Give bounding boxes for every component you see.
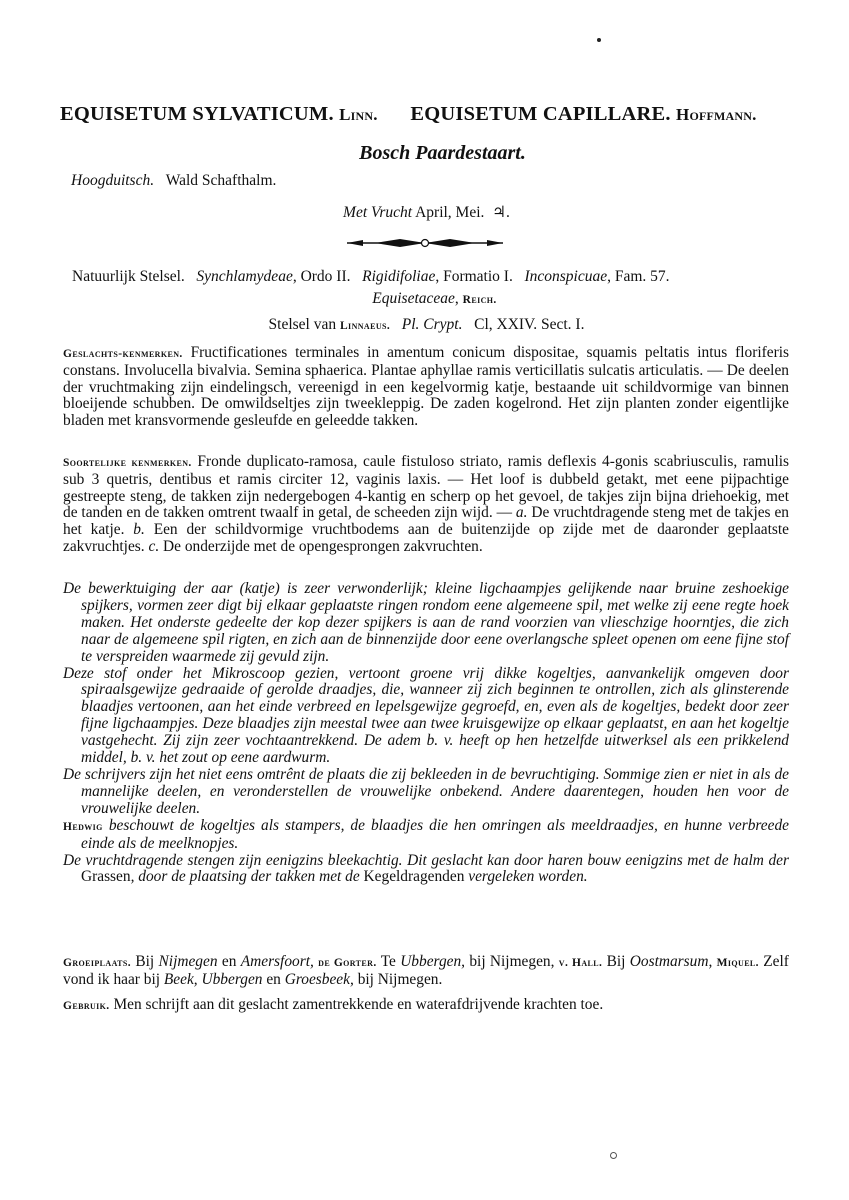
habitat-zelf: Zelf vond ik haar bij (63, 953, 789, 988)
habitat-en-2: en (266, 970, 281, 988)
perennial-symbol: ♃. (492, 204, 510, 221)
class-sect: Cl, XXIV. Sect. I. (474, 316, 585, 333)
habitat (63, 954, 789, 989)
ornament-divider-icon (345, 236, 505, 250)
title-left: EQUISETUM SYLVATICUM. (60, 103, 334, 125)
rigidifoliae: Rigidifoliae (362, 268, 436, 285)
author-gorter: de Gorter. (318, 957, 377, 969)
observation-5-mid: , door de plaatsing der takken met de (130, 868, 360, 886)
habitat-label: Groeiplaats. (63, 957, 132, 969)
genus-text: Fructificationes terminales in amentum conicum dispositae, squamis peltatis intus floriferis constans. Involucella bivalvia. Semina sphaerica. Plantae aphyllae ramis verticillatis sulcatis articulatis. — De deelen der vruchtmaking zijn eindelingsch, vereenigd in een kegelvormig katje, bestaande uit schildvormige van binnen bloeijende schubben. De omwildseltjes zijn tweekleppig. De zaden kogelrond. Het zijn planten zonder eigentlijke bladen met kransvormende gesleufde en geleedde takken. (63, 344, 789, 430)
page-speck-bottom (610, 1152, 617, 1159)
equisetaceae: Equisetaceae (372, 290, 455, 307)
kegeldragenden: Kegeldragenden (363, 868, 465, 886)
title-line (60, 103, 800, 126)
place-groesbeek: Groesbeek, (284, 970, 354, 988)
use-label: Gebruik. (63, 1000, 110, 1012)
species-label: Soortelijke kenmerken. (63, 457, 192, 469)
observation-5 (63, 853, 789, 887)
ordo: , Ordo II. (292, 268, 351, 285)
observation-1: De bewerktuiging der aar (katje) is zeer verwonderlijk; kleine ligchaampjes gelijkende naar bruine zeshoekige spijkers, vormen zeer digt bij elkaar geplaatste ringen rondom eene algemeene spil, met welke zij eene regte hoek maken. Het onderste gedeelte der kop dezer spijkers is aan de rand voorzien van vlieschzige hoorntjes, die zich naar de algemeene spil rigten, en zich aan de binnenzijde door eene overlangsche spleet openen om eene fijne stof te verspreiden waarmede zij gevuld zijn. (63, 580, 789, 665)
habitat-te: Te (380, 953, 396, 970)
use-text: Men schrijft aan dit geslacht zamentrekkende en waterafdrijvende krachten toe. (113, 996, 604, 1013)
place-amersfoort: Amersfoort, (240, 953, 314, 970)
inconspicuae: Inconspicuae (524, 268, 608, 285)
observation-3: De schrijvers zijn het niet eens omtrênt de plaats die zij bekleeden in de bevruchtiging. Sommige zien er niet in als de mannelijke deelen, en veronderstellen de vrouwelijke onbekend. Andere daarentegen, houden hen voor de vrouwelijke deelen. (63, 765, 789, 817)
pl-crypt: Pl. Crypt. (401, 316, 463, 333)
title-right: EQUISETUM CAPILLARE. (410, 103, 671, 125)
use (63, 997, 789, 1015)
natural-system-label: Natuurlijk Stelsel. (72, 268, 185, 285)
species-characters: Soortelijke kenmerken. Fronde duplicato-ramosa, caule fistuloso striato, ramis deflexis 4-gonis scabriusculis, ramulis sub 3 quetris, dentibus et ramis circiter 12, vaginis laxis. — Het loof is dubbeld getakt, met eene pijpachtige gestreepte steng, de takken zijn nedergebogen 4-kantig en scherp op het gevoel, de takjes zijn bijna driehoekig, met de tanden en de takken omtrent twaalf in getal, de scheeden zijn wijd. — a. De vruchtdragende steng met de takjes en het katje. b. Een der schildvormige vruchtbodems aan de buitenzijde op zijde met de daaronder geplaatste zakvruchtjes. c. De onderzijde met de opengesprongen zakvruchten. (63, 453, 789, 555)
fruit-label: Met Vrucht (343, 204, 413, 221)
synchlamydeae: Synchlamydeae (196, 268, 293, 285)
fig-a-letter: a. (515, 504, 528, 522)
author-miquel: Miquel. (716, 957, 759, 969)
author-hall: v. Hall. (558, 957, 603, 969)
observation-5-end: vergeleken worden. (468, 868, 588, 886)
species-text: Fronde duplicato-ramosa, caule fistuloso striato, ramis deflexis 4-gonis scabriusculis, ramulis sub 3 quetris, dentibus et ramis circiter 12, vaginis laxis. — Het loof is dubbeld getakt, met eene pijpachtige gestreepte steng, de takken zijn nedergebogen 4-kantig en scherp op het gevoel, de takjes zijn bijna driehoekig, met de tanden en de takken omtrent twaalf in getal, de scheeden zijn wijd. (63, 453, 789, 522)
observation-4-text: beschouwt de kogeltjes als stampers, de blaadjes die hen omringen als meeldraadjes, en hunne verbreede einde als de meelknopjes. (81, 816, 789, 852)
place-nijmegen: Nijmegen (158, 953, 218, 970)
habitat-bij: Bij (135, 953, 155, 970)
genus-label: Geslachts-kenmerken. (63, 348, 183, 360)
observation-2: Deze stof onder het Mikroscoop gezien, vertoont groene vrij dikke kogeltjes, aanvankelijk omgeven door spiraalsgewijze gedraaide of gerolde draadjes, die, wanneer zij zich beginnen te ontrollen, zich als glinsterende blaadjes vertoonen, aan het einde verbreed en lepelsgewijze gegroefd, en, even als de kogeltjes, bedekt door zeer fijne ligchaampjes. Deze blaadjes zijn meestal twee aan twee kruisgewijze op elkaar geplaatst, en aan het kogeltje vastgehecht. Zij zijn zeer vochtaantrekkend. De adem b. v. heeft op hen hetzelfde uitwerksel als een prikkelend middel, b. v. het zout op eene aardwurm. (63, 664, 789, 767)
formatio: , Formatio I. (435, 268, 513, 285)
german-label: Hoogduitsch. (71, 172, 155, 189)
observation-5-text: De vruchtdragende stengen zijn eenigzins bleekachtig. Dit geslacht kan door haren bouw eenigzins met de halm der (63, 851, 789, 869)
observations (63, 581, 789, 886)
habitat-en: en (221, 953, 237, 970)
place-beek: Beek, (163, 970, 198, 988)
place-ubbergen-2: Ubbergen (201, 970, 263, 988)
fig-a-text: De vruchtdragende steng met de takjes en het katje. (63, 504, 789, 539)
fruit-months: April, Mei. (415, 204, 485, 221)
title-left-author: Linn. (339, 105, 378, 124)
fig-b-letter: b. (133, 521, 145, 539)
german-name-line (71, 172, 276, 190)
fig-c-text: De onderzijde met de opengesprongen zakvruchten. (163, 537, 483, 555)
observation-4 (63, 818, 789, 853)
genus-characters (63, 345, 789, 430)
grassen: Grassen (81, 868, 131, 886)
natural-system-line (72, 268, 670, 286)
hedwig-author: Hedwig (63, 820, 103, 833)
fruit-line (0, 203, 849, 222)
title-right-author: Hoffmann. (676, 105, 757, 124)
reich-author: Reich. (462, 294, 497, 306)
fig-b-text: Een der schildvormige vruchtbodems aan de buitenzijde op zijde met de daaronder geplaatste zakvruchtjes. (63, 521, 789, 555)
equisetaceae-line: Equisetaceae, Reich. (372, 290, 497, 307)
habitat-bij-4: bij Nijmegen. (357, 970, 443, 988)
habitat-bij-nijmegen: bij Nijmegen, (469, 953, 555, 970)
habitat-bij-3: Bij (606, 953, 626, 970)
linnaeus: Linnaeus. (339, 320, 391, 332)
german-name: Wald Schafthalm. (165, 172, 277, 189)
linnaeus-system-line (0, 316, 849, 334)
fig-c-letter: c. (148, 537, 160, 555)
fam: , Fam. 57. (607, 268, 670, 285)
place-oostmarsum: Oostmarsum, (629, 953, 713, 970)
page-speck (597, 38, 601, 42)
place-ubbergen: Ubbergen, (400, 953, 466, 970)
common-name: Bosch Paardestaart. (359, 142, 526, 164)
linnaeus-pre: Stelsel van (268, 316, 337, 333)
